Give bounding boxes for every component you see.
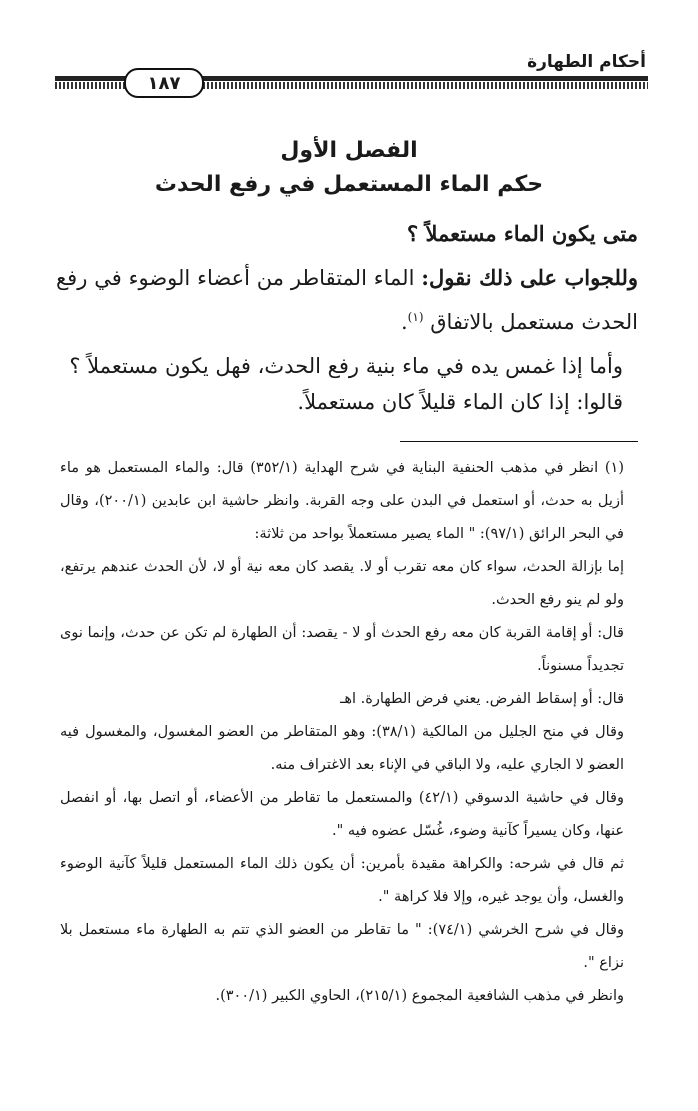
footnote-para: قال: أو إسقاط الفرض. يعني فرض الطهارة. اهـ (340, 691, 624, 707)
page-number: ١٨٧ (124, 68, 204, 98)
answer-text: الماء المتقاطر من أعضاء الوضوء في رفع الحدث مستعمل بالاتفاق (56, 266, 638, 334)
footnote-para: وانظر في مذهب الشافعية المجموع (٢١٥/١)، الحاوي الكبير (٣٠٠/١). (215, 988, 624, 1004)
footnote-para: وقال في منح الجليل من المالكية (٣٨/١): وهو المتقاطر من العضو المغسول، والمغسول فيه العضو لا الجاري عليه، ولا الباقي في الإناء بعد الاغتراف منه. (60, 724, 624, 773)
answer-end: . (400, 310, 408, 334)
paragraph-4-text: قالوا: إذا كان الماء قليلاً كان مستعملاً. (297, 390, 623, 414)
running-title: أحكام الطهارة (527, 52, 646, 72)
paragraph-4 (56, 380, 623, 424)
chapter-subtitle: حكم الماء المستعمل في رفع الحدث (154, 172, 544, 197)
question-text: متى يكون الماء مستعملاً ؟ (407, 221, 638, 246)
footnote-separator (400, 441, 638, 442)
footnote-para: وقال في حاشية الدسوقي (٤٢/١) والمستعمل ما تقاطر من الأعضاء، أو اتصل بها، أو انفصل عنها، وكان يسيراً كآنية وضوء، غُسّل عضوه فيه ". (60, 790, 624, 839)
footnote-para: وقال في شرح الخرشي (٧٤/١): " ما تقاطر من العضو الذي تتم به الطهارة ماء مستعمل بلا نزاع ". (60, 922, 624, 971)
footnote-ref-1[interactable]: (١) (407, 310, 424, 324)
paragraph-3-text: وأما إذا غمس يده في ماء بنية رفع الحدث، فهل يكون مستعملاً ؟ (69, 354, 623, 378)
footnote-1: (١) انظر في مذهب الحنفية البناية في شرح الهداية (٣٥٢/١) قال: والماء المستعمل هو ماء أزيل به حدث، أو استعمل في البدن على وجه القربة. وانظر حاشية ابن عابدين (٢٠٠/١)، وقال في البحر الرائق (٩٧/١): " الماء يصير مستعملاً بواحد من ثلاثة: (60, 460, 624, 542)
chapter-title: الفصل الأول (280, 138, 418, 163)
footnote-para: ثم قال في شرحه: والكراهة مقيدة بأمرين: أن يكون ذلك الماء المستعمل قليلاً كآنية الوضوء والغسل، وأن يوجد غيره، وإلا فلا كراهة ". (60, 856, 624, 905)
answer-paragraph (56, 256, 638, 344)
question-block (56, 212, 638, 256)
footnotes (60, 452, 638, 1013)
footnote-para: إما بإزالة الحدث، سواء كان معه تقرب أو لا. يقصد كان معه نية أو لا، لأن الحدث عندهم يرتفع، ولو لم ينو رفع الحدث. (60, 559, 624, 608)
footnote-para: قال: أو إقامة القربة كان معه رفع الحدث أو لا - يقصد: أن الطهارة لم تكن عن حدث، وإنما نوى تجديداً مسنوناً. (60, 625, 624, 674)
answer-lead: وللجواب على ذلك نقول: (421, 265, 638, 290)
